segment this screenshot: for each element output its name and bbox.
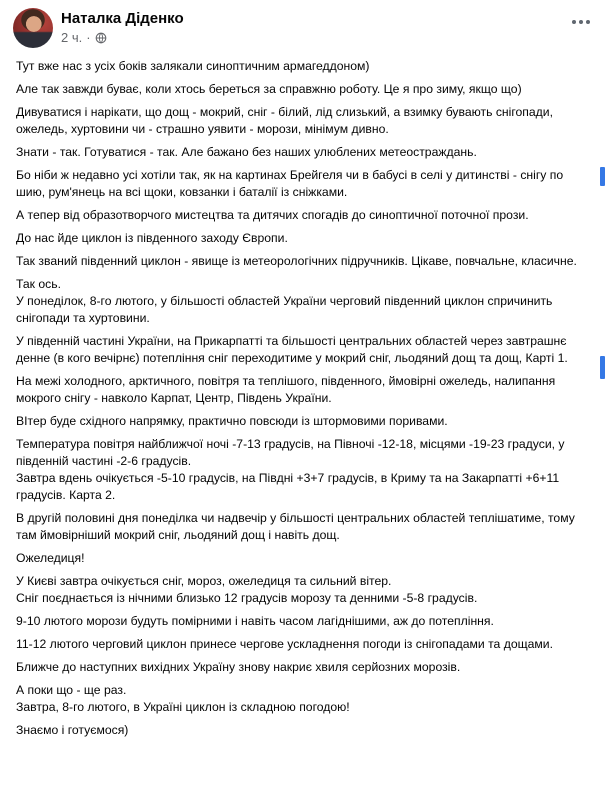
post-paragraph: Температура повітря найближчої ночі -7-13 градусів, на Півночі -12-18, місцями -19-23 градуси, у південній частині -2-6 градусів. Завтра вдень очікується -5-10 градусів, на Півдні +3+7 градусів, в Криму та на Закарпатті +6+11 градусів. Карта 2. — [16, 437, 565, 502]
post-paragraph: Так ось. У понеділок, 8-го лютого, у більшості областей України черговий південний циклон спричинить снігопади та хуртовини. — [16, 277, 553, 325]
post-paragraph: У Києві завтра очікується сніг, мороз, ожеледиця та сильний вітер. Сніг поєднається із нічними близько 12 градусів морозу та денними -5-8 градусів. — [16, 574, 478, 605]
post-paragraph: Але так завжди буває, коли хтось береться за справжню роботу. Це я про зиму, якщо що) — [16, 82, 522, 96]
post-header-text — [61, 8, 566, 46]
meta-separator: · — [86, 30, 91, 45]
blue-edge-marker-2 — [600, 356, 605, 379]
post-paragraph: Знати - так. Готуватися - так. Але бажано без наших улюблених метеостраждань. — [16, 145, 477, 159]
post-timestamp[interactable]: 2 ч. — [61, 30, 83, 45]
post-paragraph: Ближче до наступних вихідних Україну знову накриє хвиля серйозних морозів. — [16, 660, 461, 674]
blue-edge-marker-1 — [600, 167, 605, 186]
post-paragraph: В другій половині дня понеділка чи надвечір у більшості центральних областей теплішатиме, тому там ймовірніший мокрий сніг, льодяний дощ і навіть дощ. — [16, 511, 575, 542]
post-paragraph: Знаємо і готуємося) — [16, 723, 129, 737]
more-options-button[interactable] — [566, 10, 596, 34]
post-paragraph: ВІтер буде східного напрямку, практично повсюди із штормовими поривами. — [16, 414, 448, 428]
post-paragraph: Ожеледиця! — [16, 551, 85, 565]
ellipsis-icon — [572, 20, 576, 24]
post-paragraph: Так званий південний циклон - явище із метеорологічних підручників. Цікаве, повчальне, класичне. — [16, 254, 577, 268]
globe-icon — [95, 32, 107, 44]
author-name-link[interactable]: Наталка Діденко — [61, 10, 184, 27]
post-paragraph: 9-10 лютого морози будуть помірними і навіть часом лагіднішими, аж до потепління. — [16, 614, 494, 628]
post-paragraph: А поки що - ще раз. Завтра, 8-го лютого, в Україні циклон із складною погодою! — [16, 683, 350, 714]
avatar[interactable] — [13, 8, 53, 48]
post-paragraph: Дивуватися і нарікати, що дощ - мокрий, сніг - білий, лід слизький, а взимку бувають снігопади, ожеледь, хуртовини чи - страшно уявити - морози, мінімум дивно. — [16, 105, 553, 136]
post-paragraph: Бо ніби ж недавно усі хотіли так, як на картинах Брейгеля чи в бабусі в селі у дитинстві - снігу по шию, рум'янець на всі щоки, ковзанки і баталії із сніжками. — [16, 168, 564, 199]
post-meta — [61, 30, 566, 46]
post-header — [0, 0, 608, 48]
post-paragraph: До нас йде циклон із південного заходу Європи. — [16, 231, 288, 245]
post-paragraph: А тепер від образотворчого мистецтва та дитячих спогадів до синоптичної поточної прози. — [16, 208, 529, 222]
post-paragraph: На межі холодного, арктичного, повітря та теплішого, південного, ймовірні ожеледь, налипання мокрого снігу - навколо Карпат, Центр, Південь України. — [16, 374, 556, 405]
post-paragraph: Тут вже нас з усіх боків залякали синоптичним армагеддоном) — [16, 59, 370, 73]
post-paragraph: 11-12 лютого черговий циклон принесе чергове ускладнення погоди із снігопадами та дощами. — [16, 637, 553, 651]
post-paragraph: У південній частині України, на Прикарпатті та більшості центральних областей через завтрашнє денне (в кого вечірнє) потепління сніг переходитиме у мокрий сніг, льодяний дощ та дощ, Карті 1. — [16, 334, 568, 365]
post-body — [0, 48, 608, 739]
